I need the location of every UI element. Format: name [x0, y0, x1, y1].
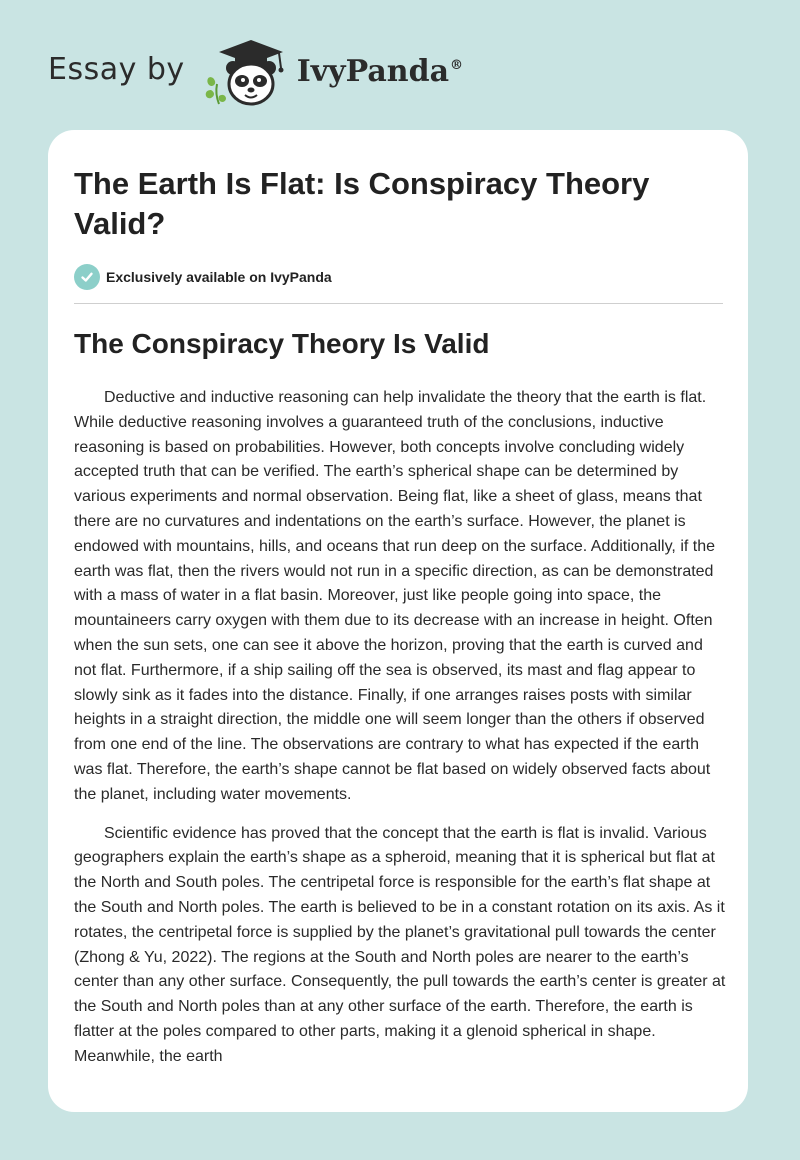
essay-body — [74, 386, 726, 1084]
essay-by-label: Essay by — [48, 51, 185, 87]
essay-card — [48, 130, 748, 1112]
brand-text: IvyPanda — [296, 53, 450, 89]
essay-title: The Earth Is Flat: Is Conspiracy Theory Valid? — [74, 166, 650, 241]
exclusive-badge — [74, 264, 332, 290]
badge-label: Exclusively available on IvyPanda — [106, 269, 332, 285]
divider — [74, 303, 723, 304]
ivypanda-logo-icon[interactable] — [199, 34, 291, 110]
site-header — [48, 34, 463, 110]
section-heading: The Conspiracy Theory Is Valid — [74, 328, 490, 359]
paragraph: Scientific evidence has proved that the concept that the earth is flat is invalid. Various geographers explain the earth’s shape as a spheroid, meaning that it is spherical but flat at the North and South poles. The centripetal force is responsible for the earth’s flat shape at the South and North poles. The earth is believed to be in a constant rotation on its axis. As it rotates, the centripetal force is supplied by the planet’s gravitational pull towards the center (Zhong & Yu, 2022). The regions at the South and North poles are nearer to the earth’s center than any other surface. Consequently, the pull towards the earth’s center is greater at the South and North poles than at any other surface of the earth. Therefore, the earth is flatter at the poles compared to other parts, making it a glenoid spherical in shape. Meanwhile, the earth — [74, 824, 726, 1065]
registered-mark: ® — [450, 57, 464, 73]
checkmark-icon — [74, 264, 100, 290]
paragraph: Deductive and inductive reasoning can help invalidate the theory that the earth is flat. While deductive reasoning involves a guaranteed truth of the conclusions, inductive reasoning is based on probabilities. However, both concepts involve concluding widely accepted truth that can be verified. The earth’s spherical shape can be determined by various experiments and normal observation. Being flat, like a sheet of glass, means that there are no curvatures and indentations on the earth’s surface. However, the planet is endowed with mountains, hills, and oceans that run deep on the surface. Additionally, if the earth was flat, then the rivers would not run in a specific direction, as can be demonstrated with a mass of water in a flat basin. Moreover, just like people going into space, the mountaineers carry oxygen with them due to its decrease with an increase in height. Often when the sun sets, one can see it above the horizon, proving that the earth is curved and not flat. Furthermore, if a ship sailing off the sea is observed, its mast and flag appear to slowly sink as it fades into the distance. Finally, if one arranges raises posts with similar heights in a straight direction, the middle one will seem longer than the others if observed from one end of the line. The observations are contrary to what has expected if the earth was flat. Therefore, the earth’s shape cannot be flat based on widely observed facts about the planet, including water movements. — [74, 389, 715, 803]
brand-name[interactable] — [297, 54, 463, 89]
